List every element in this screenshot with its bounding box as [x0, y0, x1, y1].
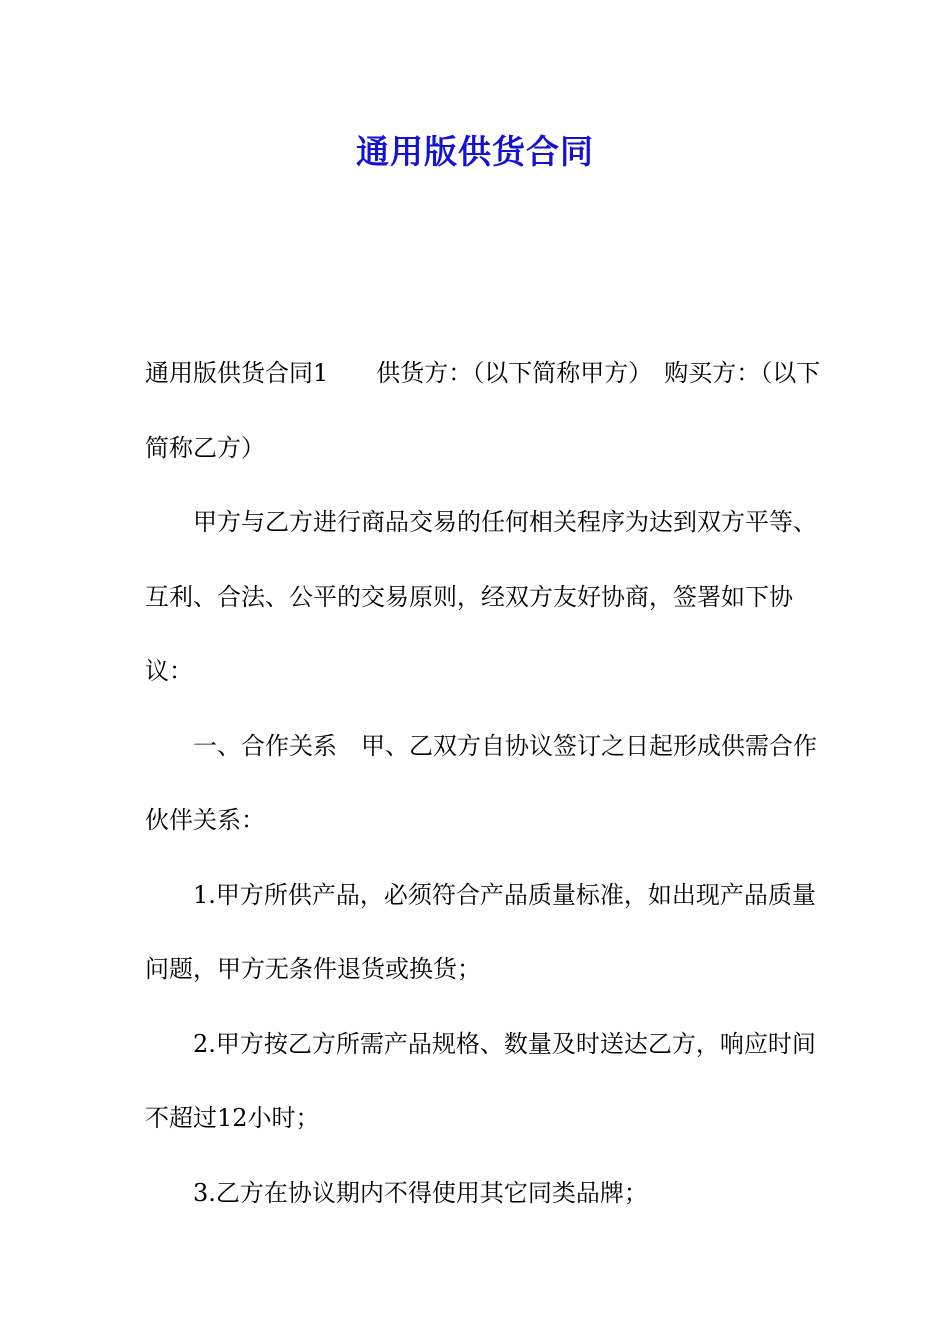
paragraph-section-1: 一、合作关系 甲、乙双方自协议签订之日起形成供需合作伙伴关系：	[145, 731, 817, 834]
paragraph-item-1: 1.甲方所供产品，必须符合产品质量标准，如出现产品质量问题，甲方无条件退货或换货；	[145, 880, 816, 983]
document-body	[145, 336, 825, 1230]
paragraph-intro: 通用版供货合同1 供货方：（以下简称甲方） 购买方：（以下简称乙方）	[145, 359, 821, 462]
paragraph-item-2: 2.甲方按乙方所需产品规格、数量及时送达乙方，响应时间不超过12小时；	[145, 1029, 816, 1132]
document-title: 通用版供货合同	[356, 132, 594, 171]
paragraph-preamble: 甲方与乙方进行商品交易的任何相关程序为达到双方平等、互利、合法、公平的交易原则，经双方友好协商，签署如下协议：	[145, 508, 817, 685]
paragraph-item-3: 3.乙方在协议期内不得使用其它同类品牌；	[193, 1178, 648, 1207]
